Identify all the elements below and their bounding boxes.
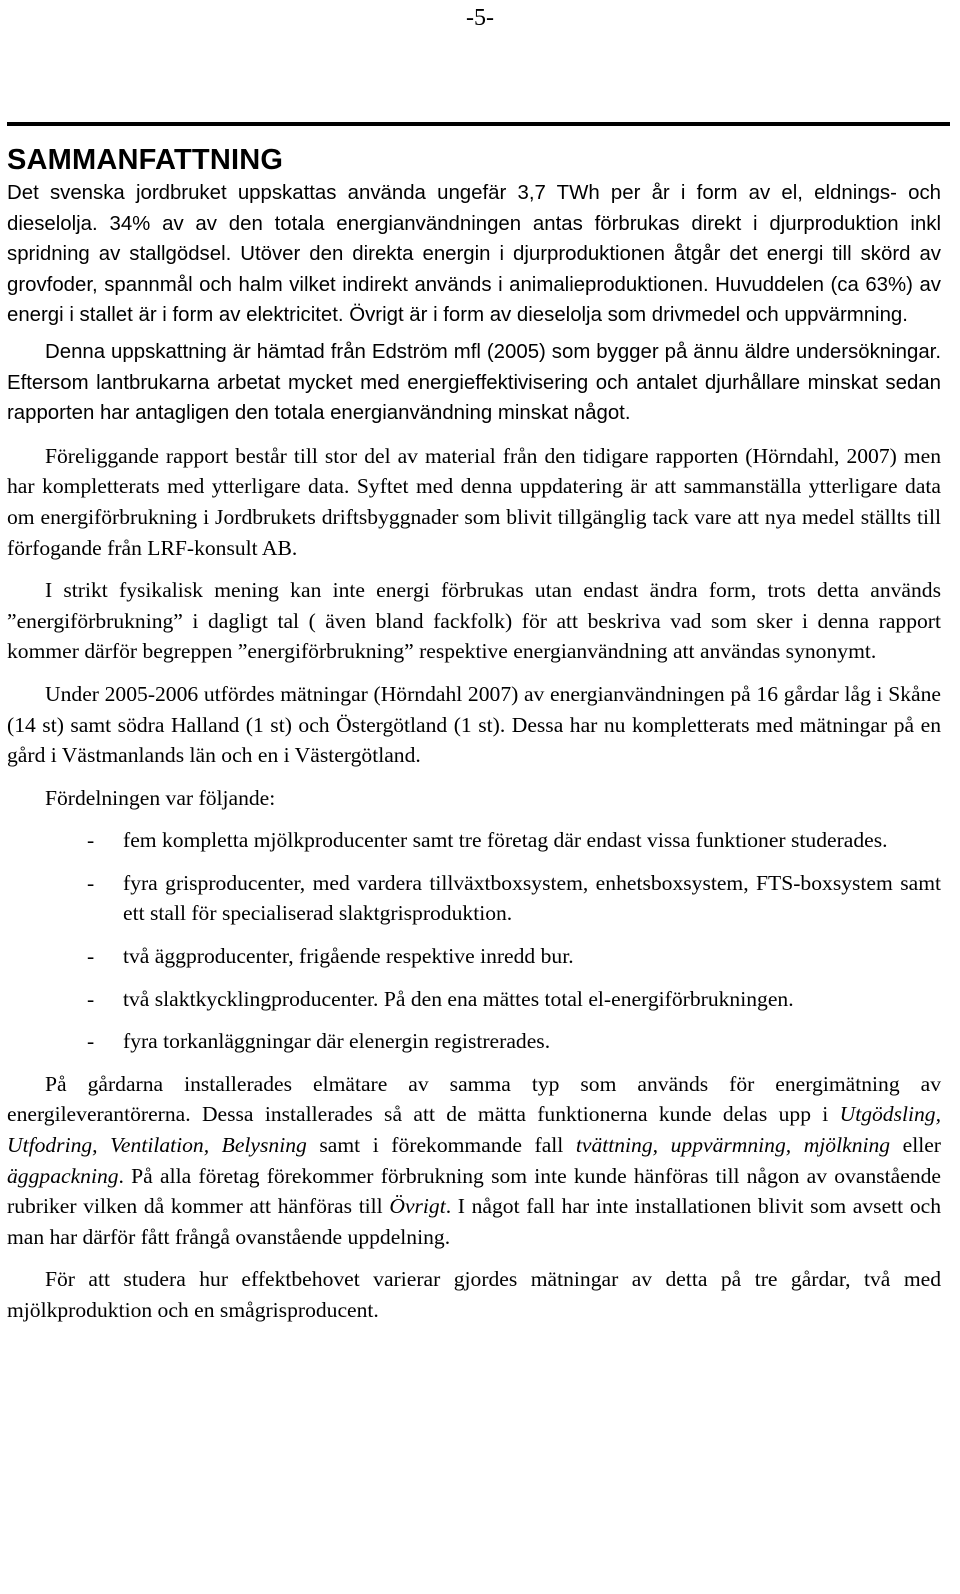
- body-paragraph-8: För att studera hur effektbehovet varierar gjordes mätningar av detta på tre gårdar, två med mjölkproduktion och en smågrisproducent.: [7, 1267, 941, 1322]
- distribution-list: [7, 825, 941, 1057]
- list-item-text: fem kompletta mjölkproducenter samt tre företag där endast vissa funktioner studerades.: [123, 828, 888, 853]
- body-paragraph-4: I strikt fysikalisk mening kan inte energi förbrukas utan endast ändra form, trots detta används ”energiförbrukning” i dagligt tal ( även bland fackfolk) för att beskriva vad som sker i denna rapport kommer därför begreppen ”energiförbrukning” respektive energianvändning att användas synonymt.: [7, 578, 941, 664]
- italic-term: äggpackning: [7, 1163, 119, 1188]
- paragraph-text: . På alla företag förekommer förbrukning som inte kunde hänföras till någon av ovanstående rubriker vilken då kommer att hänföras till: [7, 1163, 941, 1219]
- summary-paragraph-2: Denna uppskattning är hämtad från Edström mfl (2005) som bygger på ännu äldre undersökningar. Eftersom lantbrukarna arbetat mycket med energieffektivisering och antalet djurhållare minskat sedan rapporten har antagligen den totala energianvändning minskat något.: [7, 340, 941, 425]
- list-item: [7, 984, 941, 1015]
- body-paragraph-5: Under 2005-2006 utfördes mätningar (Hörndahl 2007) av energianvändningen på 16 gårdar låg i Skåne (14 st) samt södra Halland (1 st) och Östergötland (1 st). Dessa har nu kompletterats med mätningar på en gård i Västmanlands län och en i Västergötland.: [7, 681, 941, 768]
- list-item: [7, 1026, 941, 1057]
- list-item: [7, 941, 941, 972]
- list-dash: -: [87, 828, 95, 853]
- list-item-text: fyra torkanläggningar där elenergin registrerades.: [123, 1029, 551, 1054]
- page-number: -5-: [466, 5, 494, 31]
- list-dash: -: [87, 1029, 95, 1054]
- list-dash: -: [87, 870, 95, 895]
- body-paragraph-7: [7, 1069, 941, 1253]
- italic-term: Utgödsling, Utfodring, Ventilation, Belysning: [7, 1102, 941, 1158]
- summary-paragraph-1: Det svenska jordbruket uppskattas använda ungefär 3,7 TWh per år i form av el, eldnings- och dieselolja. 34% av av den totala energianvändningen antas förbrukas direkt i djurproduktion inkl spridning av stallgödsel. Utöver den direkta energin i djurproduktionen åtgår det energi till skörd av grovfoder, spannmål och halm vilket indirekt används i animalieproduktionen. Huvuddelen (ca 63%) av energi i stallet är i form av elektricitet. Övrigt är i form av dieselolja som drivmedel och uppvärmning.: [7, 182, 941, 327]
- page-content: [7, 142, 941, 1326]
- list-dash: -: [87, 986, 95, 1011]
- italic-term: tvättning, uppvärmning, mjölkning: [575, 1133, 891, 1158]
- list-dash: -: [87, 944, 95, 969]
- paragraph-text: samt i förekommande fall: [306, 1133, 576, 1158]
- italic-term: Övrigt: [389, 1194, 446, 1219]
- list-item: [7, 825, 941, 856]
- paragraph-text: På gårdarna installerades elmätare av samma typ som används för energimätning av energileverantörerna. Dessa installerades så att de mätta funktionerna kunde delas upp i: [7, 1071, 941, 1127]
- paragraph-text: eller: [890, 1133, 941, 1158]
- horizontal-rule: [7, 122, 950, 126]
- paragraph-text: . I något fall har inte installationen blivit som avsett och man har därför fått frångå ovanstående uppdelning.: [7, 1194, 941, 1249]
- list-item-text: två äggproducenter, frigående respektive inredd bur.: [123, 944, 574, 969]
- list-item-text: två slaktkycklingproducenter. På den ena mättes total el-energiförbrukningen.: [123, 986, 794, 1011]
- body-paragraph-3: Föreliggande rapport består till stor del av material från den tidigare rapporten (Hörndahl, 2007) men har kompletterats med ytterligare data. Syftet med denna uppdatering är att sammanställa ytterligare data om energiförbrukning i Jordbrukets driftsbyggnader som blivit tillgänglig tack vare att nya medel ställts till förfogande från LRF-konsult AB.: [7, 443, 941, 560]
- list-item: [7, 868, 941, 929]
- body-paragraph-6: Fördelningen var följande:: [45, 785, 276, 810]
- section-title: SAMMANFATTNING: [7, 144, 284, 176]
- list-item-text: fyra grisproducenter, med vardera tillväxtboxsystem, enhetsboxsystem, FTS-boxsystem samt ett stall för specialiserad slaktgrisproduktion.: [123, 870, 941, 926]
